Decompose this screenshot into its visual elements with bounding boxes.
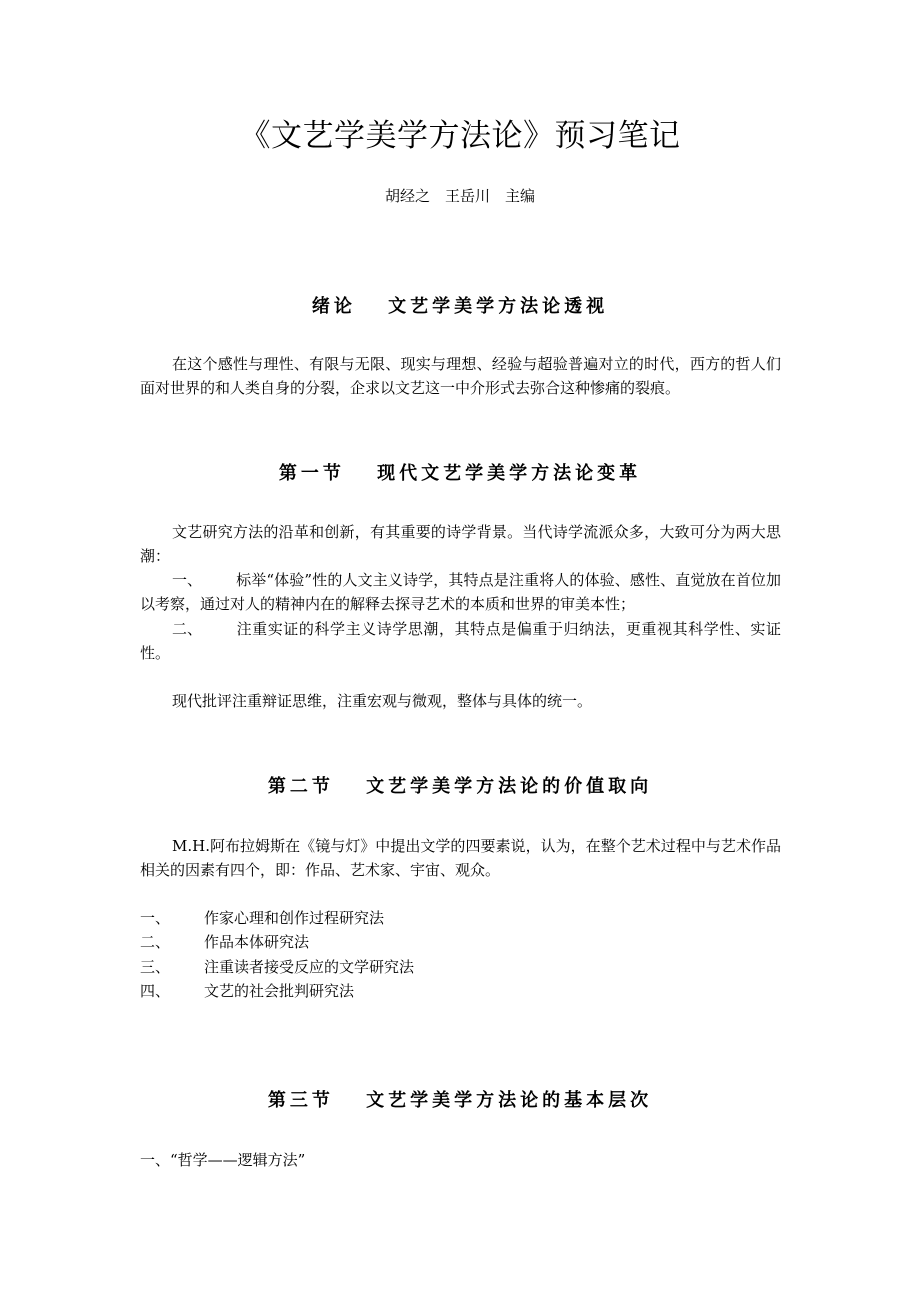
section1-heading: 第一节 现代文艺学美学方法论变革 — [278, 463, 642, 484]
section3-first-item: 一、“哲学——逻辑方法” — [140, 1151, 306, 1169]
list-marker: 二、 — [172, 620, 203, 638]
section2-list-item — [140, 955, 781, 979]
list-item-text: 标举“体验”性的人文主义诗学，其特点是注重将人的体验、感性、直觉放在首位加以考察，通过对人的精神内在的解释去探寻艺术的本质和世界的审美本性； — [140, 571, 781, 613]
section1-closing: 现代批评注重辩证思维，注重宏观与微观，整体与具体的统一。 — [172, 692, 593, 710]
list-marker: 四、 — [140, 982, 171, 1000]
section1-list-item — [140, 617, 781, 665]
intro-paragraph: 在这个感性与理性、有限与无限、现实与理想、经验与超验普遍对立的时代，西方的哲人们面对世界的和人类自身的分裂，企求以文艺这一中介形式去弥合这种惨痛的裂痕。 — [140, 355, 781, 397]
section1-paragraph: 文艺研究方法的沿革和创新，有其重要的诗学背景。当代诗学流派众多，大致可分为两大思潮： — [140, 523, 781, 565]
section2-heading: 第二节 文艺学美学方法论的价值取向 — [267, 776, 653, 797]
list-item-text: 文艺的社会批判研究法 — [204, 982, 355, 1000]
list-item-text: 作家心理和创作过程研究法 — [204, 909, 385, 927]
list-marker: 一、 — [172, 571, 203, 589]
section2-list-item — [140, 906, 781, 930]
section2-list-item — [140, 979, 781, 1003]
list-item-text: 注重实证的科学主义诗学思潮，其特点是偏重于归纳法，更重视其科学性、实证性。 — [140, 620, 781, 662]
document-editors: 胡经之 王岳川 主编 — [384, 187, 535, 205]
list-marker: 二、 — [140, 933, 171, 951]
intro-heading: 绪论 文艺学美学方法论透视 — [311, 296, 609, 317]
document-title: 《文艺学美学方法论》预习笔记 — [239, 118, 681, 154]
section2-list-item — [140, 930, 781, 954]
list-item-text: 作品本体研究法 — [204, 933, 310, 951]
list-marker: 一、 — [140, 909, 171, 927]
list-marker: 三、 — [140, 958, 171, 976]
section1-list-item — [140, 568, 781, 616]
section3-heading: 第三节 文艺学美学方法论的基本层次 — [267, 1090, 653, 1111]
section2-paragraph: M.H.阿布拉姆斯在《镜与灯》中提出文学的四要素说，认为，在整个艺术过程中与艺术作品相关的因素有四个，即：作品、艺术家、宇宙、观众。 — [140, 837, 781, 879]
list-item-text: 注重读者接受反应的文学研究法 — [204, 958, 415, 976]
